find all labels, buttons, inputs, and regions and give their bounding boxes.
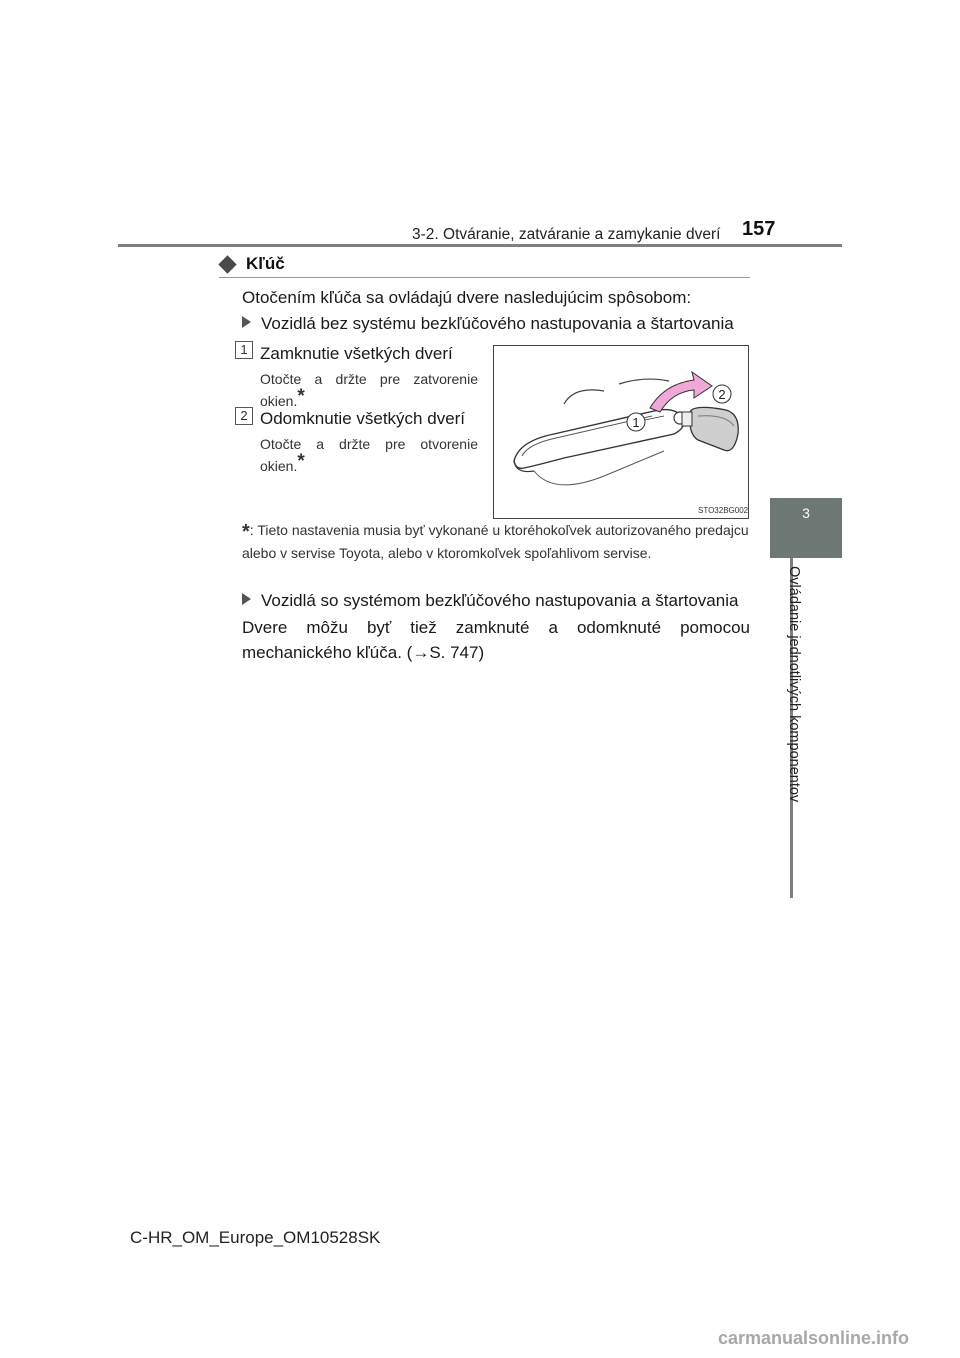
section-rule xyxy=(219,277,750,278)
item-number-badge: 2 xyxy=(235,407,253,425)
intro-text: Otočením kľúča sa ovládajú dvere nasledujúcim spôsobom: xyxy=(242,288,692,307)
mechanical-key-paragraph: Dvere môžu byť tiež zamknuté a odomknuté pomocou mechanického kľúča. (→S. 747) xyxy=(242,618,750,662)
item-desc-text: Otočte a držte pre zatvorenie okien. xyxy=(260,371,478,409)
item-number-badge: 1 xyxy=(235,341,253,359)
figure-label-1: 1 xyxy=(632,415,640,430)
asterisk-mark: * xyxy=(297,386,305,407)
chapter-tab-number: 3 xyxy=(802,505,810,521)
door-handle-illustration xyxy=(493,345,749,519)
door-handle-key-drawing xyxy=(494,346,748,518)
running-header: 3-2. Otváranie, zatváranie a zamykanie dverí xyxy=(412,226,721,243)
triangle-bullet-icon xyxy=(242,593,251,605)
figure-label-2: 2 xyxy=(718,387,726,402)
item-title: Zamknutie všetkých dverí xyxy=(260,344,453,363)
subhead-without-smart-entry xyxy=(242,314,734,334)
section-heading xyxy=(219,254,285,274)
diamond-bullet-icon xyxy=(218,255,236,273)
footnote-asterisk: * xyxy=(242,521,250,543)
header-rule xyxy=(118,244,842,247)
item-desc xyxy=(260,436,478,475)
subhead-with-smart-entry xyxy=(242,591,738,611)
chapter-tab-label: Ovládanie jednotlivých komponentov xyxy=(786,566,802,803)
subhead-1-text: Vozidlá bez systému bezkľúčového nastupovania a štartovania xyxy=(261,314,734,333)
section-title: Kľúč xyxy=(246,254,285,273)
footnote-text: : Tieto nastavenia musia byť vykonané u ktoréhokoľvek autorizovaného predajcu alebo v servise Toyota, alebo v ktoromkoľvek spoľahlivom servise. xyxy=(242,522,749,561)
triangle-bullet-icon xyxy=(242,316,251,328)
subhead-2-text: Vozidlá so systémom bezkľúčového nastupovania a štartovania xyxy=(261,591,739,610)
footnote xyxy=(242,520,750,564)
item-title: Odomknutie všetkých dverí xyxy=(260,409,466,428)
item-desc xyxy=(260,371,478,410)
item-desc-text: Otočte a držte pre otvorenie okien. xyxy=(260,436,478,474)
watermark: carmanualsonline.info xyxy=(718,1328,910,1348)
asterisk-mark: * xyxy=(297,451,305,472)
document-code: C-HR_OM_Europe_OM10528SK xyxy=(130,1228,381,1247)
figure-code: STO32BG002 xyxy=(698,506,749,515)
page-number: 157 xyxy=(742,218,776,240)
